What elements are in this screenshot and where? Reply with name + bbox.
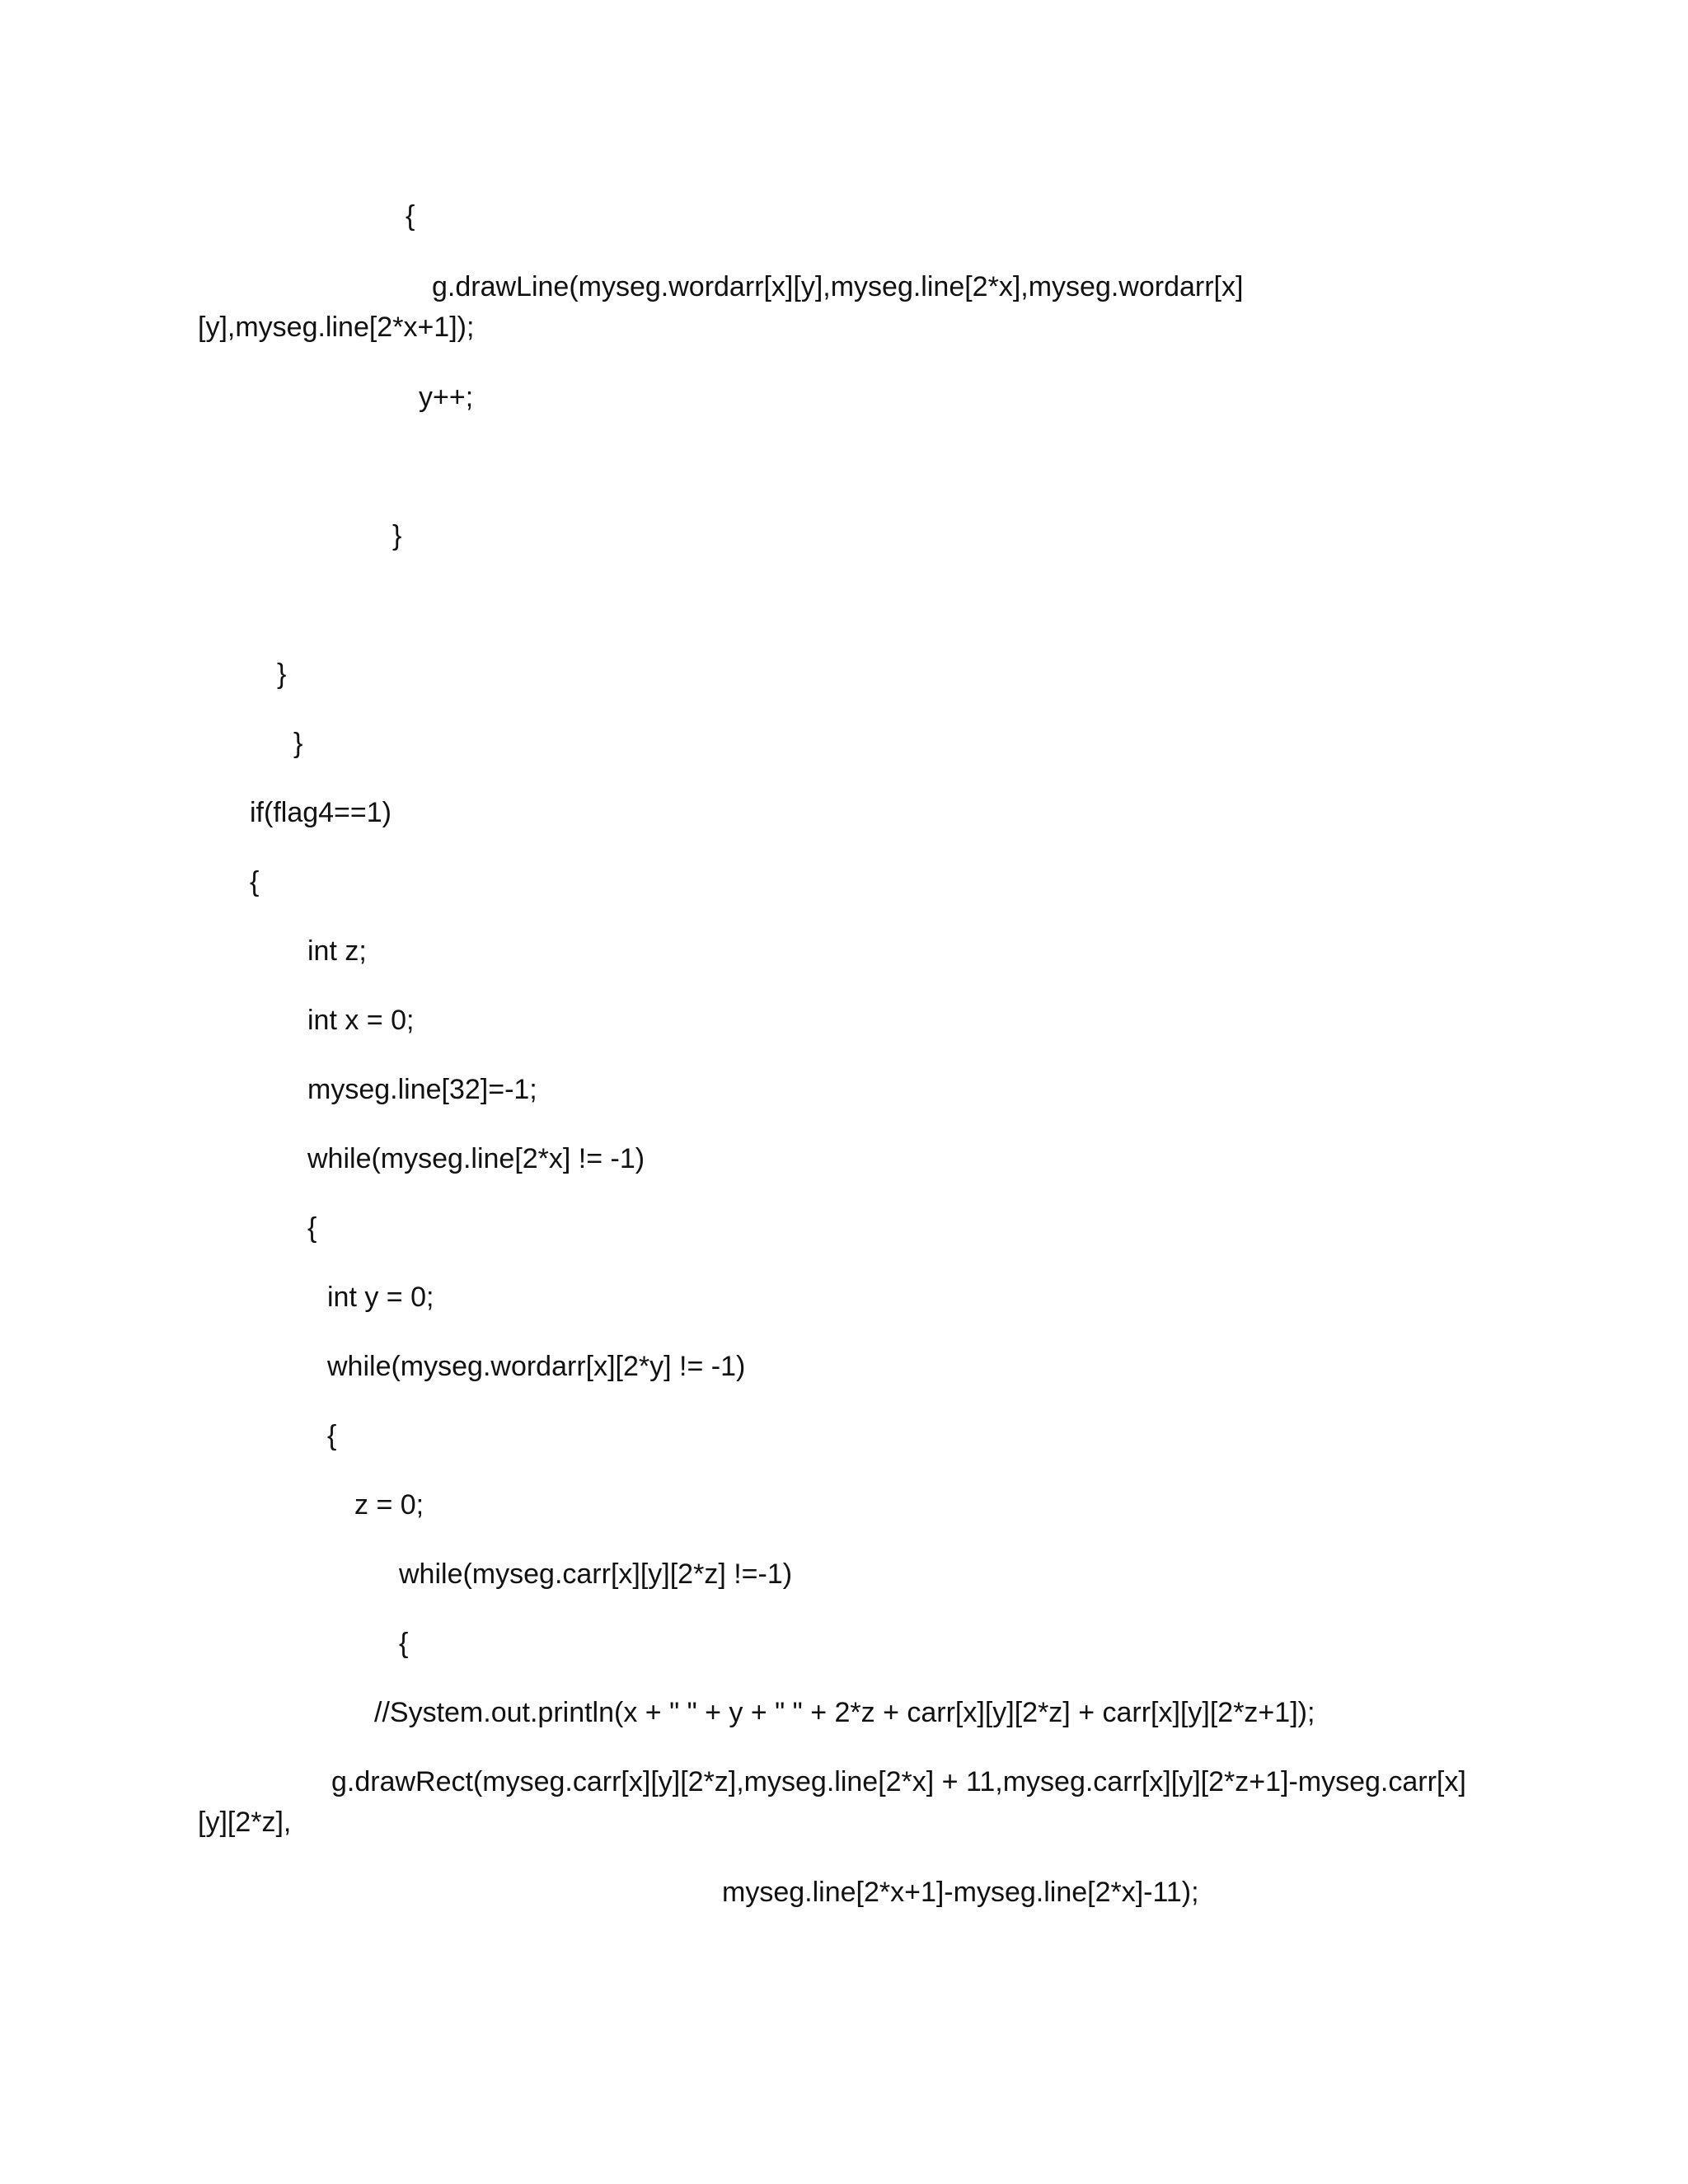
code-line: {: [399, 1628, 409, 1659]
code-line: }: [392, 520, 402, 551]
code-line: myseg.line[2*x+1]-myseg.line[2*x]-11);: [722, 1877, 1199, 1908]
code-line: y++;: [419, 382, 474, 413]
code-line: [y],myseg.line[2*x+1]);: [198, 312, 475, 343]
code-line: {: [307, 1212, 317, 1244]
code-line: int y = 0;: [327, 1282, 434, 1313]
code-line: [y][2*z],: [198, 1807, 292, 1838]
code-line: {: [250, 866, 260, 898]
code-line: int z;: [307, 935, 367, 967]
code-line: {: [406, 200, 415, 232]
code-line: myseg.line[32]=-1;: [307, 1074, 537, 1105]
code-line: g.drawRect(myseg.carr[x][y][2*z],myseg.line[2*x] + 11,myseg.carr[x][y][2*z+1]-myseg.carr[x]: [331, 1766, 1466, 1797]
code-line: z = 0;: [354, 1489, 424, 1521]
code-line: {: [327, 1420, 337, 1451]
code-line: while(myseg.wordarr[x][2*y] != -1): [327, 1351, 746, 1382]
code-line: while(myseg.line[2*x] != -1): [307, 1143, 645, 1174]
code-line: //System.out.println(x + " " + y + " " + 2*z + carr[x][y][2*z] + carr[x][y][2*z+1]);: [374, 1697, 1315, 1728]
code-line: g.drawLine(myseg.wordarr[x][y],myseg.line[2*x],myseg.wordarr[x]: [432, 271, 1244, 302]
code-line: }: [277, 658, 287, 690]
code-line: if(flag4==1): [250, 797, 392, 828]
code-line: int x = 0;: [307, 1005, 415, 1036]
code-line: while(myseg.carr[x][y][2*z] !=-1): [399, 1558, 793, 1590]
code-line: }: [293, 728, 303, 759]
